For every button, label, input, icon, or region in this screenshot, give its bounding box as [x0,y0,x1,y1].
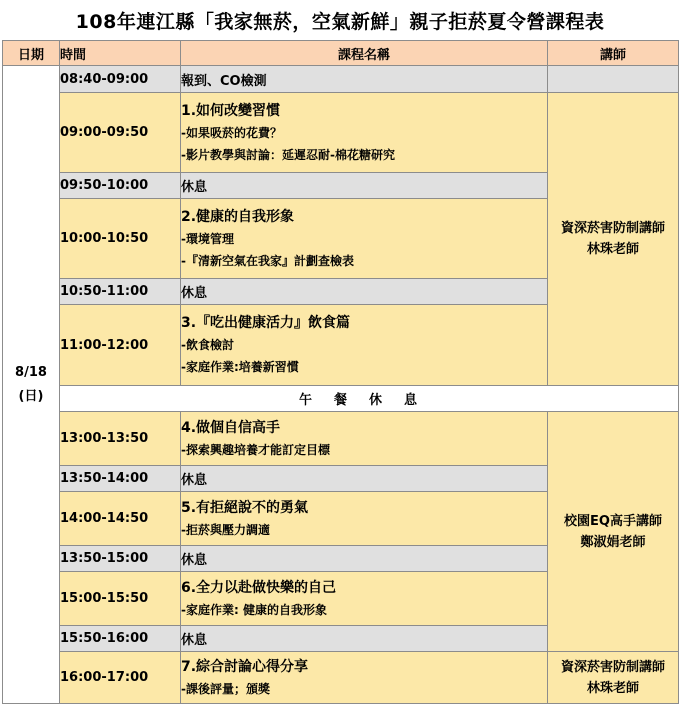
teacher-cell [548,93,679,386]
lunch-row [3,386,679,412]
course-cell: 休息 [181,173,548,199]
course-cell [181,93,548,173]
course-detail: -家庭作業: 健康的自我形象 [181,602,327,617]
header-time: 時間 [60,41,181,66]
course-title: 7.綜合討論心得分享 [181,658,309,675]
date-weekday: (日) [18,388,44,404]
header-teacher: 講師 [548,41,679,66]
table-row [3,93,679,173]
course-detail: -課後評量；頒獎 [181,681,270,696]
header-course: 課程名稱 [181,41,548,66]
course-cell [181,305,548,386]
course-cell: 休息 [181,466,548,492]
course-cell [181,412,548,466]
time-cell: 09:50-10:00 [60,173,181,199]
time-cell: 10:00-10:50 [60,199,181,279]
teacher-name: 鄭淑娟老師 [580,534,646,550]
course-cell: 休息 [181,279,548,305]
table-row [3,412,679,466]
course-cell: 休息 [181,546,548,572]
course-title: 4.做個自信高手 [181,419,281,436]
time-cell: 09:00-09:50 [60,93,181,173]
course-detail: -影片教學與討論：延遲忍耐-棉花糖研究 [181,147,395,162]
time-cell: 15:50-16:00 [60,626,181,652]
time-cell: 13:50-14:00 [60,466,181,492]
course-title: 6.全力以赴做快樂的自己 [181,579,337,596]
course-detail: -『清新空氣在我家』計劃查檢表 [181,253,354,268]
teacher-cell [548,412,679,652]
course-detail: -家庭作業:培養新習慣 [181,360,299,374]
lunch-break: 午餐休息 [60,386,679,412]
date-cell [3,66,60,704]
table-row [3,66,679,93]
course-title: 1.如何改變習慣 [181,102,281,119]
time-cell: 08:40-09:00 [60,66,181,93]
course-cell [181,652,548,704]
course-detail: -拒菸與壓力調適 [181,522,270,537]
time-cell: 14:00-14:50 [60,492,181,546]
teacher-cell [548,652,679,704]
time-cell: 16:00-17:00 [60,652,181,704]
teacher-title: 校園EQ高手講師 [564,513,662,529]
teacher-name: 林珠老師 [586,242,639,257]
header-date: 日期 [3,41,60,66]
course-title: 5.有拒絕說不的勇氣 [181,499,309,516]
course-cell: 休息 [181,626,548,652]
teacher-title: 資深菸害防制講師 [560,659,665,675]
header-row [3,41,679,66]
course-detail: -如果吸菸的花費？ [181,125,282,140]
course-detail: -探索興趣培養才能訂定目標 [181,442,330,457]
teacher-name: 林珠老師 [586,680,639,696]
course-cell [181,572,548,626]
time-cell: 13:00-13:50 [60,412,181,466]
teacher-title: 資深菸害防制講師 [560,221,665,236]
teacher-cell-empty [548,66,679,93]
course-cell: 報到、CO檢測 [181,66,548,93]
time-cell: 15:00-15:50 [60,572,181,626]
course-detail: -環境管理 [181,231,234,246]
time-cell: 13:50-15:00 [60,546,181,572]
course-cell [181,492,548,546]
time-cell: 10:50-11:00 [60,279,181,305]
course-title: 3.『吃出健康活力』飲食篇 [181,315,351,331]
table-row [3,652,679,704]
schedule-table [2,40,679,704]
time-cell: 11:00-12:00 [60,305,181,386]
course-cell [181,199,548,279]
date-value: 8/18 [15,364,47,380]
course-detail: -飲食檢討 [181,338,234,352]
course-title: 2.健康的自我形象 [181,208,295,225]
page-title: 108年連江縣「我家無菸，空氣新鮮」親子拒菸夏令營課程表 [75,10,605,33]
